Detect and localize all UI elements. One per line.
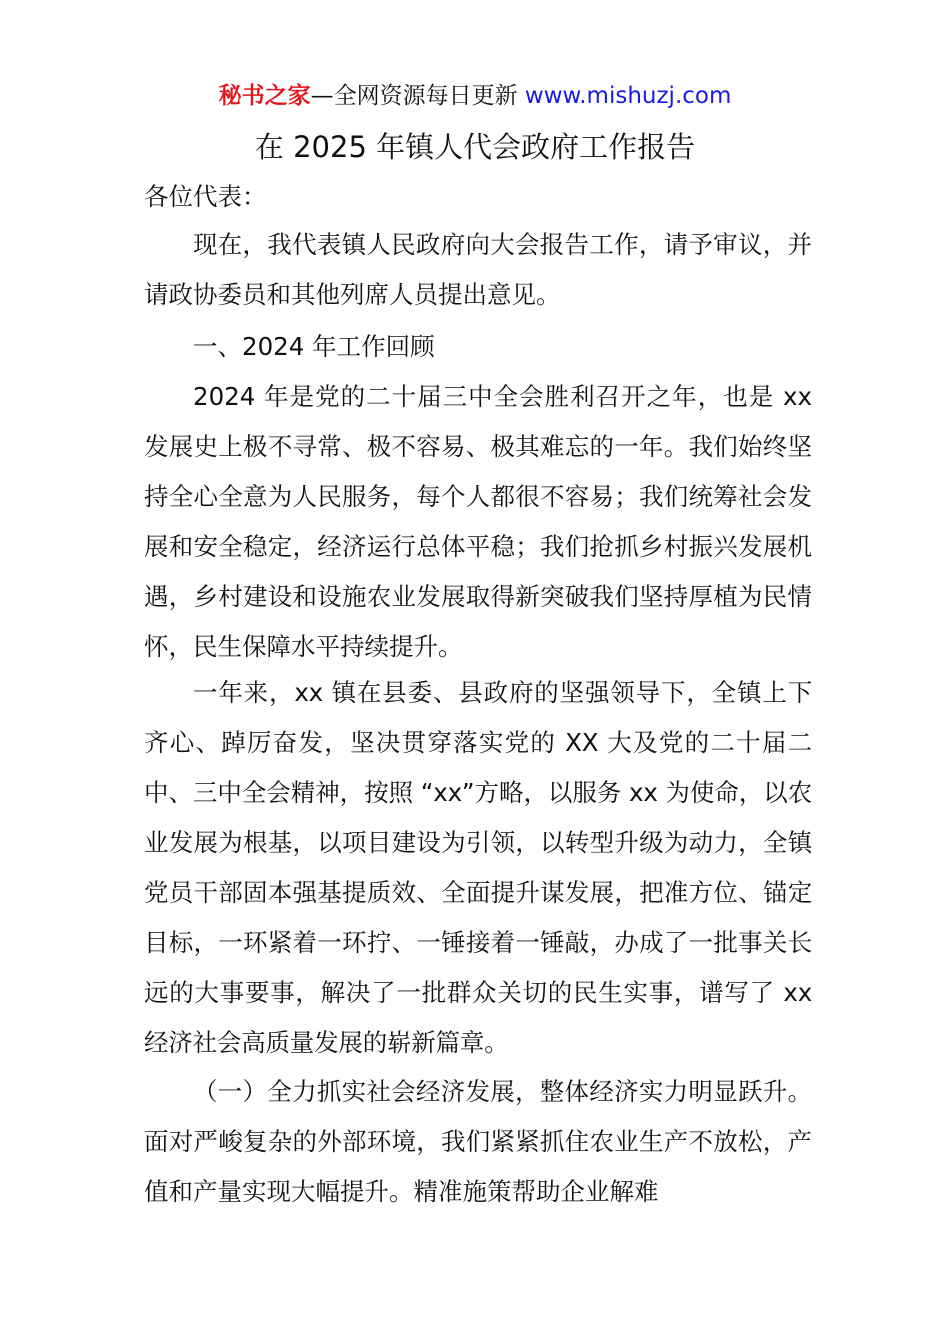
site-url-link[interactable]: www.mishuzj.com [524, 83, 732, 109]
paragraph-3 [144, 1067, 812, 1217]
site-header [0, 80, 950, 112]
paragraph-2-text: 一年来，xx 镇在县委、县政府的坚强领导下，全镇上下齐心、踔厉奋发，坚决贯穿落实党的 XX 大及党的二十届二中、三中全会精神，按照 “xx”方略，以服务 xx 为使命，以农业发展为根基，以项目建设为引领，以转型升级为动力，全镇党员干部固本强基提质效、全面提升谋发展，把准方位、锚定目标，一环紧着一环拧、一锤接着一锤敲，办成了一批事关长远的大事要事，解决了一批群众关切的民生实事，谱写了 xx 经济社会高质量发展的崭新篇章。 [144, 678, 812, 1057]
intro-paragraph [144, 220, 812, 320]
section-heading-text: 一、2024 年工作回顾 [193, 332, 435, 361]
paragraph-2 [144, 668, 812, 1068]
paragraph-1 [144, 372, 812, 672]
paragraph-3-text: （一）全力抓实社会经济发展，整体经济实力明显跃升。面对严峻复杂的外部环境，我们紧紧抓住农业生产不放松，产值和产量实现大幅提升。精准施策帮助企业解难 [144, 1077, 812, 1206]
salutation: 各位代表： [144, 182, 267, 211]
paragraph-1-text: 2024 年是党的二十届三中全会胜利召开之年，也是 xx 发展史上极不寻常、极不容易、极其难忘的一年。我们始终坚持全心全意为人民服务，每个人都很不容易；我们统筹社会发展和安全稳定，经济运行总体平稳；我们抢抓乡村振兴发展机遇，乡村建设和设施农业发展取得新突破我们坚持厚植为民情怀，民生保障水平持续提升。 [144, 382, 812, 661]
brand-name: 秘书之家 [218, 83, 311, 109]
document-title: 在 2025 年镇人代会政府工作报告 [254, 130, 696, 164]
section-heading [144, 322, 812, 372]
header-tagline: —全网资源每日更新 [310, 83, 525, 109]
intro-text: 现在，我代表镇人民政府向大会报告工作，请予审议，并请政协委员和其他列席人员提出意见。 [144, 230, 812, 309]
